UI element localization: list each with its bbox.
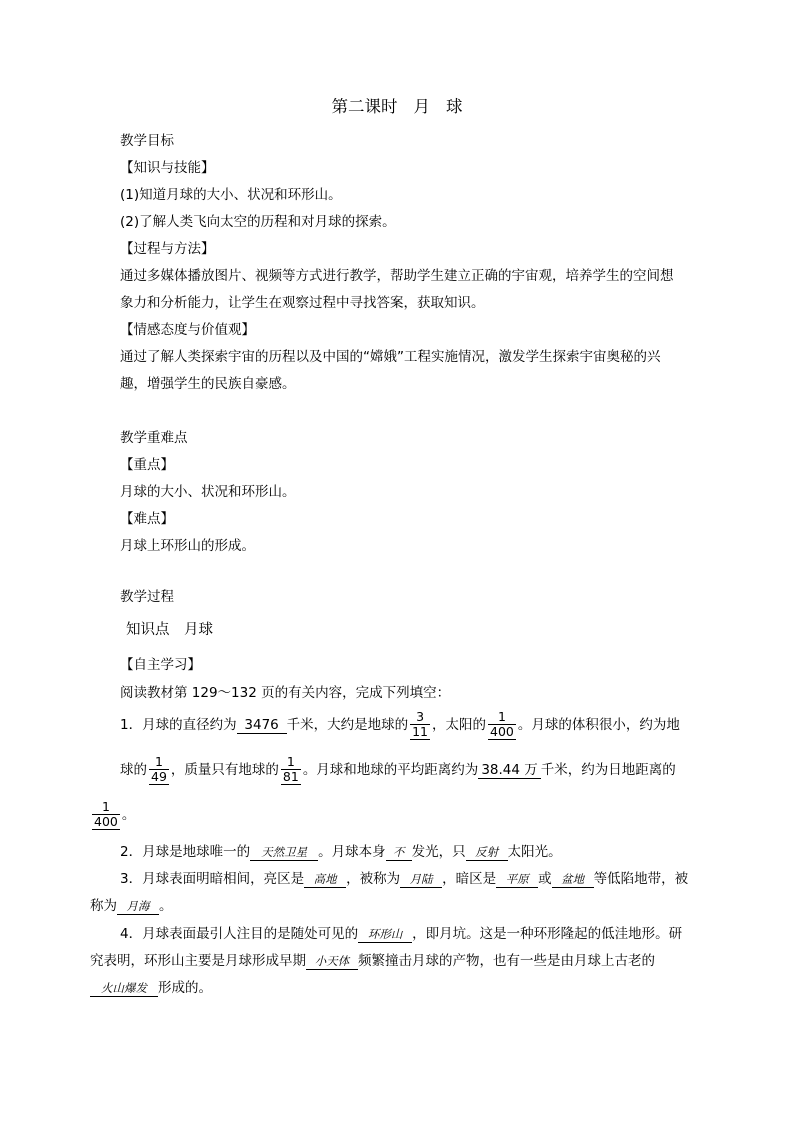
focus-text: 月球的大小、状况和环形山。: [120, 484, 296, 500]
knowledge-item-2: (2)了解人类飞向太空的历程和对月球的探索。: [120, 214, 396, 230]
process-method-line-1: 通过多媒体播放图片、视频等方式进行教学，帮助学生建立正确的宇宙观，培养学生的空间想: [120, 268, 674, 284]
title-lesson: 第二课时: [331, 97, 398, 116]
fraction-distance: $\frac{1}{400}$: [94, 799, 118, 829]
knowledge-heading: 【知识与技能】: [120, 160, 215, 176]
difficulty-text: 月球上环形山的形成。: [120, 538, 255, 554]
question-4-line-2: 究表明，环形山主要是月球形成早期 小天体 频繁撞击月球的产物，也有一些是由月球上古老的: [90, 953, 655, 969]
question-2: 2．月球是地球唯一的 天然卫星 。月球本身 不 发光，只 反射 太阳光。: [120, 844, 562, 860]
emotion-line-1: 通过了解人类探索宇宙的历程以及中国的“嫦娥”工程实施情况，激发学生探索宇宙奥秘的兴: [120, 349, 661, 365]
answer-reflect: 反射: [466, 844, 508, 861]
fraction-earth: $\frac{3}{11}$: [412, 709, 428, 739]
knowledge-point-heading: 知识点 月球: [126, 622, 213, 638]
answer-lunar-land: 月陆: [400, 871, 442, 888]
emotion-heading: 【情感态度与价值观】: [120, 322, 255, 338]
title-word-2: 球: [446, 97, 463, 116]
answer-basin: 盆地: [552, 871, 594, 888]
question-1-line-1: 1．月球的直径约为 3476 千米，大约是地球的 $\frac{3}{11}$ ，太阳的 $\frac{1}{400}$ 。月球的体积很小，约为地: [120, 709, 680, 739]
objectives-heading: 教学目标: [120, 133, 174, 149]
question-1-line-2: 球的 $\frac{1}{49}$ ，质量只有地球的 $\frac{1}{81}$ 。月球和地球的平均距离约为 38.44 万 千米，约为日地距离的: [120, 754, 676, 784]
question-3-line-1: 3．月球表面明暗相间，亮区是 高地 ，被称为 月陆 ，暗区是 平原 或 盆地 等低陷地带，被: [120, 871, 689, 887]
key-points-heading: 教学重难点: [120, 430, 188, 446]
page-title: [0, 96, 794, 118]
focus-heading: 【重点】: [120, 457, 174, 473]
answer-lunar-sea: 月海: [117, 898, 159, 915]
knowledge-item-1: (1)知道月球的大小、状况和环形山。: [120, 187, 342, 203]
answer-diameter: 3476: [237, 717, 287, 734]
teaching-process-heading: 教学过程: [120, 589, 174, 605]
emotion-line-2: 趣，增强学生的民族自豪感。: [120, 376, 296, 392]
difficulty-heading: 【难点】: [120, 511, 174, 527]
answer-not: 不: [386, 844, 412, 861]
answer-highland: 高地: [304, 871, 346, 888]
title-word-1: 月: [413, 97, 430, 116]
fraction-sun: $\frac{1}{400}$: [490, 709, 514, 739]
self-study-heading: 【自主学习】: [120, 657, 201, 673]
answer-crater: 环形山: [358, 926, 412, 943]
fraction-mass: $\frac{1}{81}$: [282, 754, 299, 784]
question-3-line-2: 称为 月海 。: [90, 898, 173, 914]
answer-natural-satellite: 天然卫星: [250, 844, 318, 861]
question-4-line-1: 4．月球表面最引人注目的是随处可见的 环形山 ，即月坑。这是一种环形隆起的低洼地形。研: [120, 926, 683, 942]
question-4-line-3: 火山爆发 形成的。: [90, 979, 212, 997]
question-1-line-3: $\frac{1}{400}$ 。: [94, 799, 136, 829]
reading-instruction: 阅读教材第 129～132 页的有关内容，完成下列填空：: [120, 685, 451, 701]
answer-small-bodies: 小天体: [306, 953, 358, 970]
answer-volcanic-eruption: 火山爆发: [90, 980, 158, 997]
fraction-volume: $\frac{1}{49}$: [151, 754, 167, 784]
process-method-line-2: 象力和分析能力，让学生在观察过程中寻找答案，获取知识。: [120, 295, 485, 311]
process-method-heading: 【过程与方法】: [120, 241, 215, 257]
answer-plain: 平原: [496, 871, 538, 888]
answer-distance: 38.44 万: [478, 762, 540, 779]
